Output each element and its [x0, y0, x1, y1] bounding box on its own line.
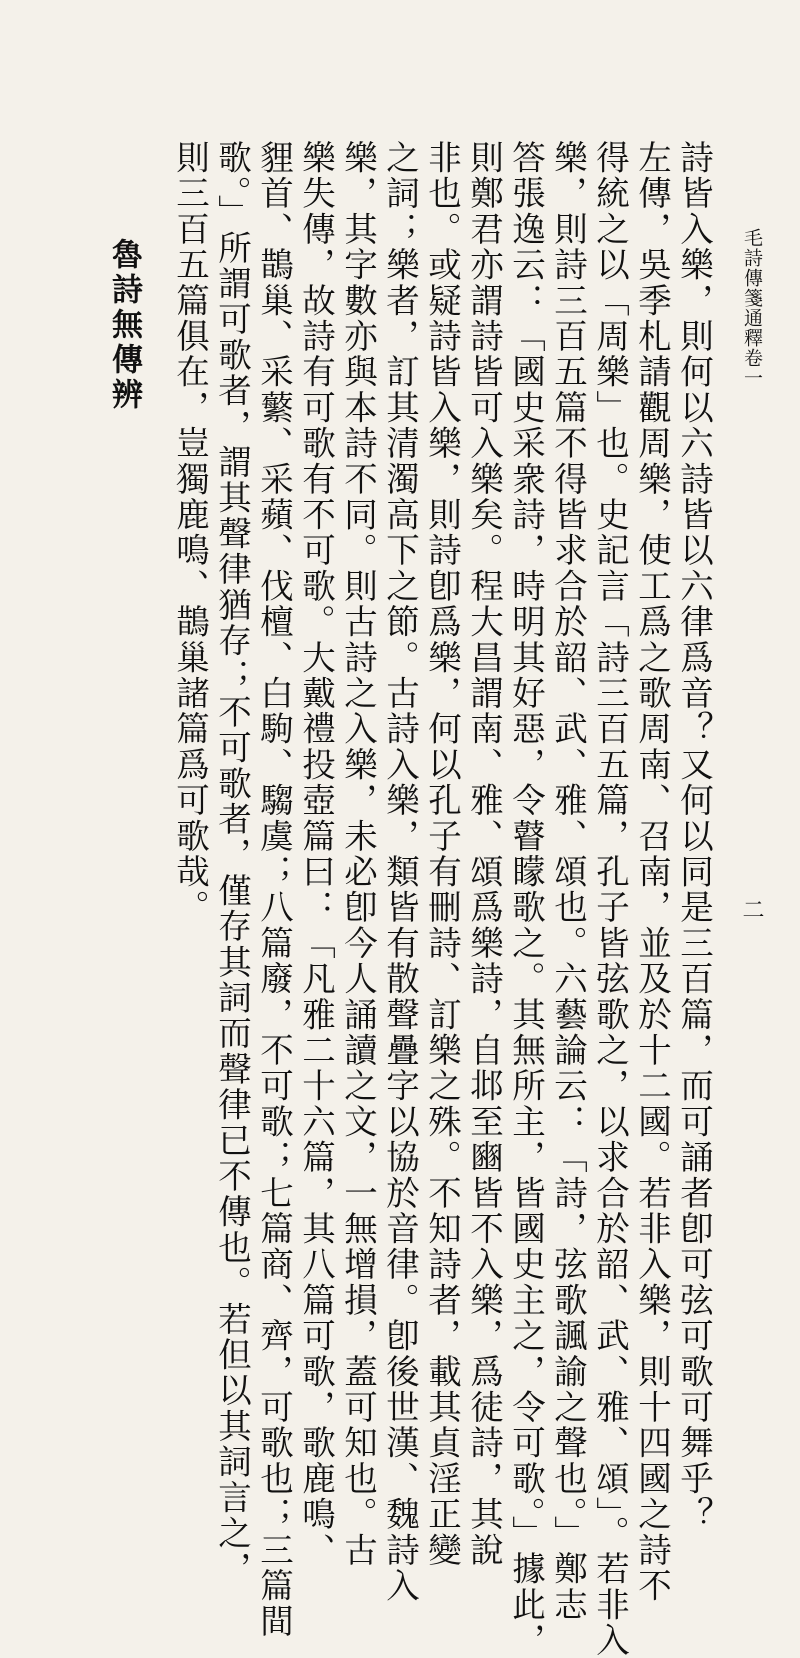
section-title: 魯詩無傳辨 [106, 238, 142, 413]
running-header: 毛詩傳箋通釋卷一 [741, 228, 763, 388]
text-column-2: 左傳，吳季札請觀周樂，使工爲之歌周南、召南，並及於十二國。若非入樂，則十四國之詩不 [632, 140, 672, 1604]
text-column-7: 非也。或疑詩皆入樂，則詩卽爲樂，何以孔子有刪詩、訂樂之殊。不知詩者，載其貞淫正變 [422, 140, 462, 1568]
text-column-11: 貍首、鵲巢、采蘩、采蘋、伐檀、白駒、騶虞；八篇廢，不可歌；七篇商、齊，可歌也；三篇間 [254, 140, 294, 1640]
text-column-4: 樂，則詩三百五篇不得皆求合於韶、武、雅、頌也。六藝論云：「詩，弦歌諷諭之聲也。」鄭志 [548, 140, 588, 1623]
page-number: 二 [739, 898, 764, 920]
text-column-3: 得統之以「周樂」也。史記言「詩三百五篇，孔子皆弦歌之，以求合於韶、武、雅、頌」。若非入 [590, 140, 630, 1658]
text-column-1: 詩皆入樂，則何以六詩皆以六律爲音？又何以同是三百篇，而可誦者卽可弦可歌可舞乎？ [674, 140, 714, 1533]
text-column-9: 樂，其字數亦與本詩不同。則古詩之入樂，未必卽今人誦讀之文，一無增損，蓋可知也。古 [338, 140, 378, 1568]
text-column-6: 則鄭君亦謂詩皆可入樂矣。程大昌謂南、雅、頌爲樂詩，自邶至豳皆不入樂，爲徒詩，其說 [464, 140, 504, 1568]
text-column-8: 之詞；樂者，訂其清濁高下之節。古詩入樂，類皆有散聲疊字以協於音律。卽後世漢、魏詩入 [380, 140, 420, 1604]
text-column-13: 則三百五篇俱在，豈獨鹿鳴、鵲巢諸篇爲可歌哉。 [170, 140, 210, 926]
text-column-5: 答張逸云：「國史采衆詩，時明其好惡，令瞽矇歌之。其無所主，皆國史主之，令可歌。」據此， [506, 140, 546, 1658]
text-column-12: 歌。」所謂可歌者，謂其聲律猶存；不可歌者，僅存其詞而聲律已不傳也。若但以其詞言之， [212, 140, 252, 1587]
text-column-10: 樂失傳，故詩有可歌有不可歌。大戴禮投壺篇曰：「凡雅二十六篇，其八篇可歌，歌鹿鳴、 [296, 140, 336, 1568]
